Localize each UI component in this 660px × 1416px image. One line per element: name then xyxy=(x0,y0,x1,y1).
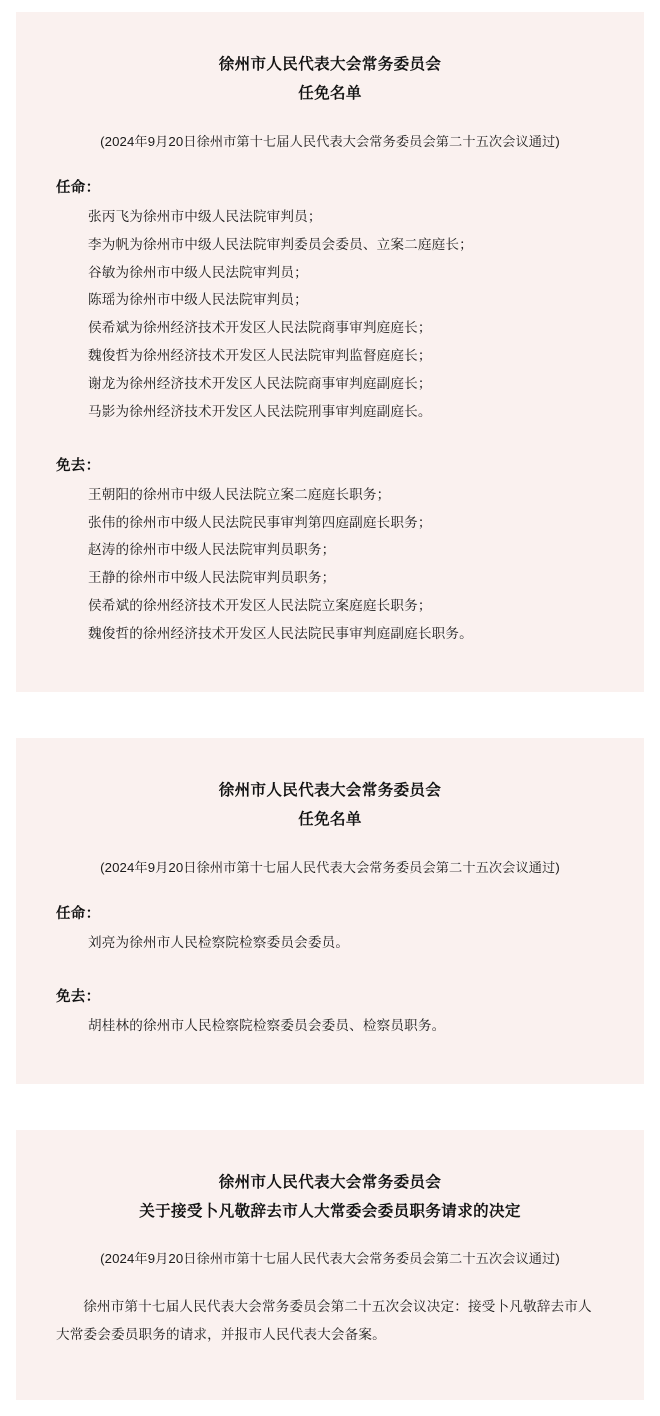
list-item: 张丙飞为徐州市中级人民法院审判员； xyxy=(88,208,322,224)
notice-card-appointments-procuratorate xyxy=(16,738,644,1084)
dismissals-list xyxy=(50,481,610,648)
list-item: 王静的徐州市中级人民法院审判员职务； xyxy=(88,570,336,586)
list-item: 陈瑶为徐州市中级人民法院审判员； xyxy=(88,292,308,308)
meeting-meta: (2024年9月20日徐州市第十七届人民代表大会常务委员会第二十五次会议通过) xyxy=(100,133,560,149)
list-item: 王朝阳的徐州市中级人民法院立案二庭庭长职务； xyxy=(88,486,391,502)
list-item: 刘亮为徐州市人民检察院检察委员会委员。 xyxy=(88,934,350,950)
dismissals-label: 免去： xyxy=(56,457,101,474)
appointments-label: 任命： xyxy=(56,905,101,922)
list-item: 谷敏为徐州市中级人民法院审判员； xyxy=(88,264,308,280)
page-subtitle: 任免名单 xyxy=(298,85,362,103)
decision-paragraph: 徐州市第十七届人民代表大会常务委员会第二十五次会议决定：接受卜凡敬辞去市人大常委会委员职务的请求，并报市人民代表大会备案。 xyxy=(56,1299,592,1342)
section-gap xyxy=(50,959,610,985)
list-item: 魏俊哲的徐州经济技术开发区人民法院民事审判庭副庭长职务。 xyxy=(88,626,473,642)
appointments-label: 任命： xyxy=(56,179,101,196)
dismissals-label: 免去： xyxy=(56,988,101,1005)
page-subtitle: 关于接受卜凡敬辞去市人大常委会委员职务请求的决定 xyxy=(139,1202,521,1220)
list-item: 侯希斌为徐州经济技术开发区人民法院商事审判庭庭长； xyxy=(88,320,432,336)
list-item: 侯希斌的徐州经济技术开发区人民法院立案庭庭长职务； xyxy=(88,598,432,614)
page-subtitle: 任免名单 xyxy=(298,811,362,829)
bottom-spacer xyxy=(50,1348,610,1358)
section-gap xyxy=(50,428,610,454)
list-item: 谢龙为徐州经济技术开发区人民法院商事审判庭副庭长； xyxy=(88,376,432,392)
appointments-list xyxy=(50,203,610,426)
list-item: 马影为徐州经济技术开发区人民法院刑事审判庭副庭长。 xyxy=(88,403,432,419)
dismissals-list xyxy=(50,1012,610,1040)
page-title: 徐州市人民代表大会常务委员会 xyxy=(218,56,442,73)
list-item: 胡桂林的徐州市人民检察院检察委员会委员、检察员职务。 xyxy=(88,1017,446,1033)
notice-card-resignation-decision xyxy=(16,1130,644,1400)
page-title: 徐州市人民代表大会常务委员会 xyxy=(218,1173,442,1191)
notice-card-appointments-court xyxy=(16,12,644,692)
list-item: 魏俊哲为徐州经济技术开发区人民法院审判监督庭庭长； xyxy=(88,348,432,364)
list-item: 李为帆为徐州市中级人民法院审判委员会委员、立案二庭庭长； xyxy=(88,236,473,252)
meeting-meta: (2024年9月20日徐州市第十七届人民代表大会常务委员会第二十五次会议通过) xyxy=(100,859,560,875)
list-item: 张伟的徐州市中级人民法院民事审判第四庭副庭长职务； xyxy=(88,514,432,530)
appointments-list xyxy=(50,929,610,957)
page-title: 徐州市人民代表大会常务委员会 xyxy=(218,781,442,799)
list-item: 赵涛的徐州市中级人民法院审判员职务； xyxy=(88,542,336,558)
meeting-meta: (2024年9月20日徐州市第十七届人民代表大会常务委员会第二十五次会议通过) xyxy=(100,1251,560,1267)
